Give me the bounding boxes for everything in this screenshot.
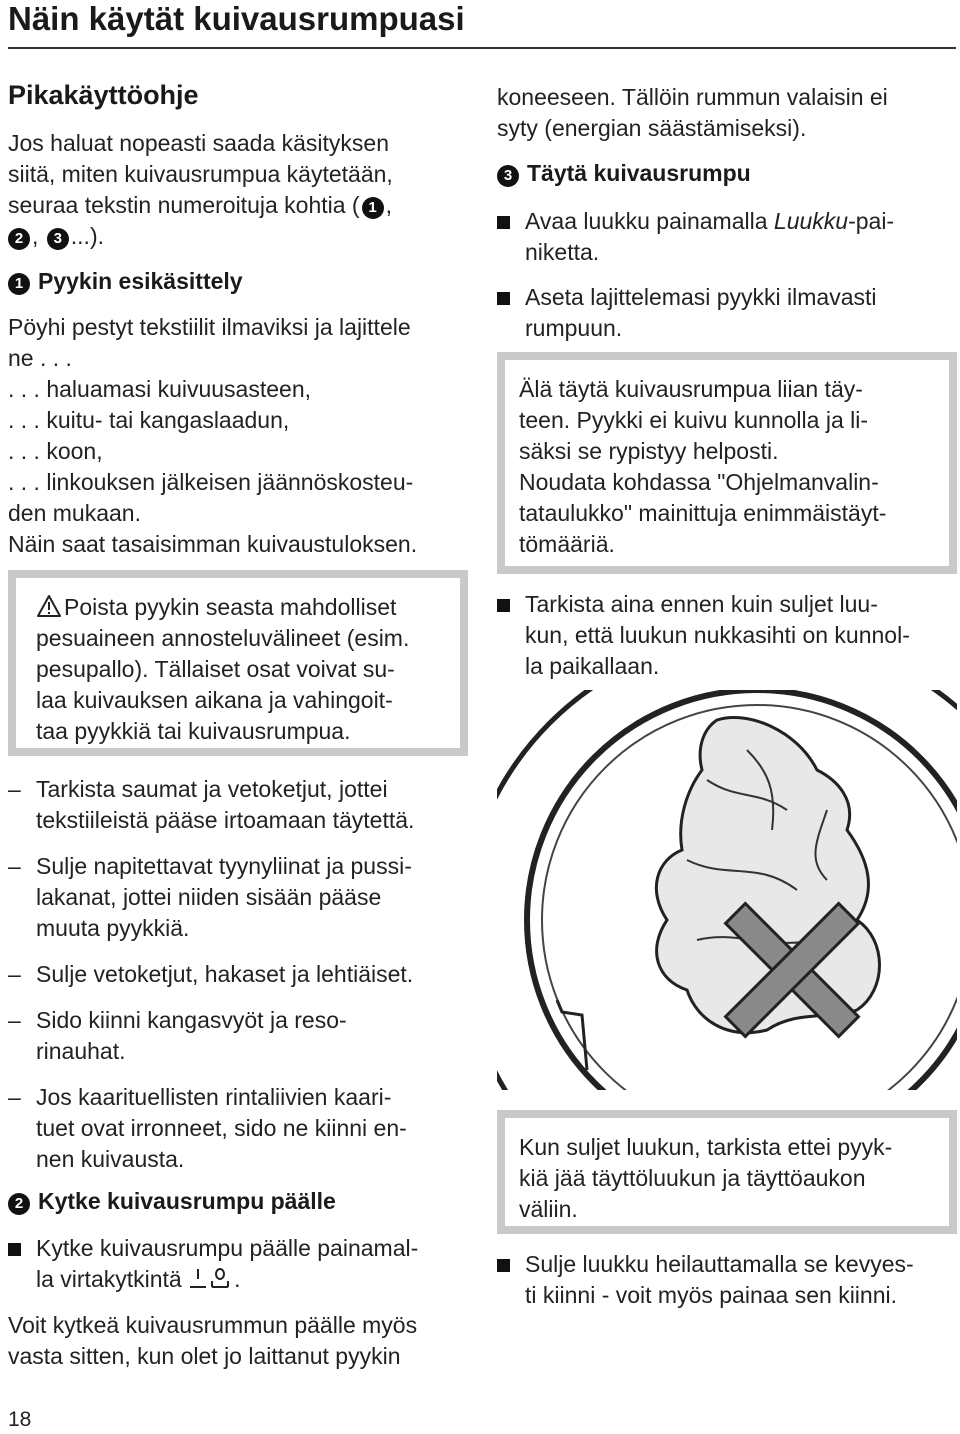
- text-line: Pöyhi pestyt tekstiilit ilmaviksi ja lajittele: [8, 314, 411, 340]
- intro-line: 2 , 3 ...).: [8, 221, 468, 252]
- bullet-square-icon: [8, 1243, 21, 1256]
- text-line: taa pyykkiä tai kuivausrumpua.: [36, 718, 351, 744]
- step-number-icon: 1: [8, 273, 30, 295]
- list-item: – Sido kiinni kangasvyöt ja reso- rinauhat.: [8, 1007, 347, 1064]
- step2-text: [8, 1310, 478, 1372]
- step1-heading: 1 Pyykin esikäsittely: [8, 266, 243, 297]
- text-line: Poista pyykin seasta mahdolliset: [36, 592, 456, 623]
- text-line: Älä täytä kuivausrumpua liian täy-: [519, 376, 863, 402]
- text-line: . . . kuitu- tai kangaslaadun,: [8, 407, 290, 433]
- text-line: . . . linkouksen jälkeisen jäännöskosteu-: [8, 469, 414, 495]
- text-line: kiä jää täyttöluukun ja täyttöaukon: [519, 1165, 866, 1191]
- step3-bullet: Aseta lajittelemasi pyykki ilmavasti rumpuun.: [497, 282, 955, 344]
- text-line: ne . . .: [8, 345, 72, 371]
- intro-line: siitä, miten kuivausrumpua käytetään,: [8, 161, 393, 187]
- page-number: 18: [8, 1408, 32, 1431]
- step1-text: [8, 312, 468, 560]
- note-box-closing: [497, 1110, 957, 1234]
- list-item: – Sulje vetoketjut, hakaset ja lehtiäiset.: [8, 961, 414, 987]
- text-line: pesuaineen annosteluvälineet (esim.: [36, 625, 410, 651]
- text-line: . . . haluamasi kuivuusasteen,: [8, 376, 311, 402]
- text-line: . . . koon,: [8, 438, 103, 464]
- text-line: tataulukko" mainittuja enimmäistäyt-: [519, 500, 887, 526]
- text-line: syty (energian säästämiseksi).: [497, 115, 807, 141]
- text-line: pesupallo). Tällaiset osat voivat su-: [36, 656, 395, 682]
- warning-box: [8, 570, 468, 756]
- step3-heading: 3 Täytä kuivausrumpu: [497, 158, 751, 189]
- step2-heading: 2 Kytke kuivausrumpu päälle: [8, 1186, 336, 1217]
- step-number-icon: 1: [362, 197, 384, 219]
- drum-illustration: [497, 690, 957, 1090]
- text-line: koneeseen. Tällöin rummun valaisin ei: [497, 84, 888, 110]
- note-box-overload: [497, 352, 957, 574]
- preparation-list: [8, 774, 468, 1190]
- intro-line: Jos haluat nopeasti saada käsityksen: [8, 130, 390, 156]
- text-line: vasta sitten, kun olet jo laittanut pyykin: [8, 1343, 401, 1369]
- intro-line: seuraa tekstin numeroituja kohtia ( 1 ,: [8, 192, 392, 218]
- list-item: – Jos kaarituellisten rintaliivien kaari- tuet ovat irronneet, sido ne kiinni en- nen kuivausta.: [8, 1084, 407, 1172]
- text-line: teen. Pyykki ei kuivu kunnolla ja li-: [519, 407, 868, 433]
- step3-bullet: Avaa luukku painamalla Luukku-pai- niketta.: [497, 206, 955, 268]
- section-title: Pikakäyttöohje: [8, 80, 199, 110]
- bullet-square-icon: [497, 599, 510, 612]
- header-divider: [8, 47, 956, 49]
- bullet-square-icon: [497, 1259, 510, 1272]
- text-line: väliin.: [519, 1196, 578, 1222]
- intro-paragraph: [8, 128, 468, 252]
- power-switch-icon: [188, 1267, 234, 1291]
- step3-bullet: Tarkista aina ennen kuin suljet luu- kun, että luukun nukkasihti on kunnol- la paikallaan.: [497, 589, 960, 682]
- text-line: den mukaan.: [8, 500, 141, 526]
- text-line: Voit kytkeä kuivausrummun päälle myös: [8, 1312, 418, 1338]
- text-line: Noudata kohdassa "Ohjelmanvalin-: [519, 469, 879, 495]
- list-item: – Tarkista saumat ja vetoketjut, jottei tekstiileistä pääse irtoamaan täytettä.: [8, 776, 415, 833]
- step-number-icon: 2: [8, 228, 30, 250]
- list-item: – Sulje napitettavat tyynyliinat ja pussi- lakanat, jottei niiden sisään pääse muuta pyykkiä.: [8, 853, 412, 941]
- warning-icon: [36, 594, 62, 618]
- text-line: Näin saat tasaisimman kuivaustuloksen.: [8, 531, 418, 557]
- page-title: Näin käytät kuivausrumpuasi: [8, 0, 465, 37]
- step-number-icon: 3: [497, 165, 519, 187]
- continued-text: [497, 82, 957, 144]
- step3-bullet: Sulje luukku heilauttamalla se kevyes- ti kiinni - voit myös painaa sen kiinni.: [497, 1249, 960, 1311]
- bullet-square-icon: [497, 292, 510, 305]
- laundry-in-drum-image: [497, 690, 957, 1090]
- text-line: tömääriä.: [519, 531, 615, 557]
- text-line: Kun suljet luukun, tarkista ettei pyyk-: [519, 1134, 893, 1160]
- page-header: [8, 0, 956, 38]
- step-number-icon: 2: [8, 1193, 30, 1215]
- step2-bullet: Kytke kuivausrumpu päälle painamal- la virtakytkintä .: [8, 1233, 476, 1295]
- bullet-square-icon: [497, 216, 510, 229]
- step-number-icon: 3: [47, 228, 69, 250]
- text-line: säksi se rypistyy helposti.: [519, 438, 779, 464]
- text-line: laa kuivauksen aikana ja vahingoit-: [36, 687, 393, 713]
